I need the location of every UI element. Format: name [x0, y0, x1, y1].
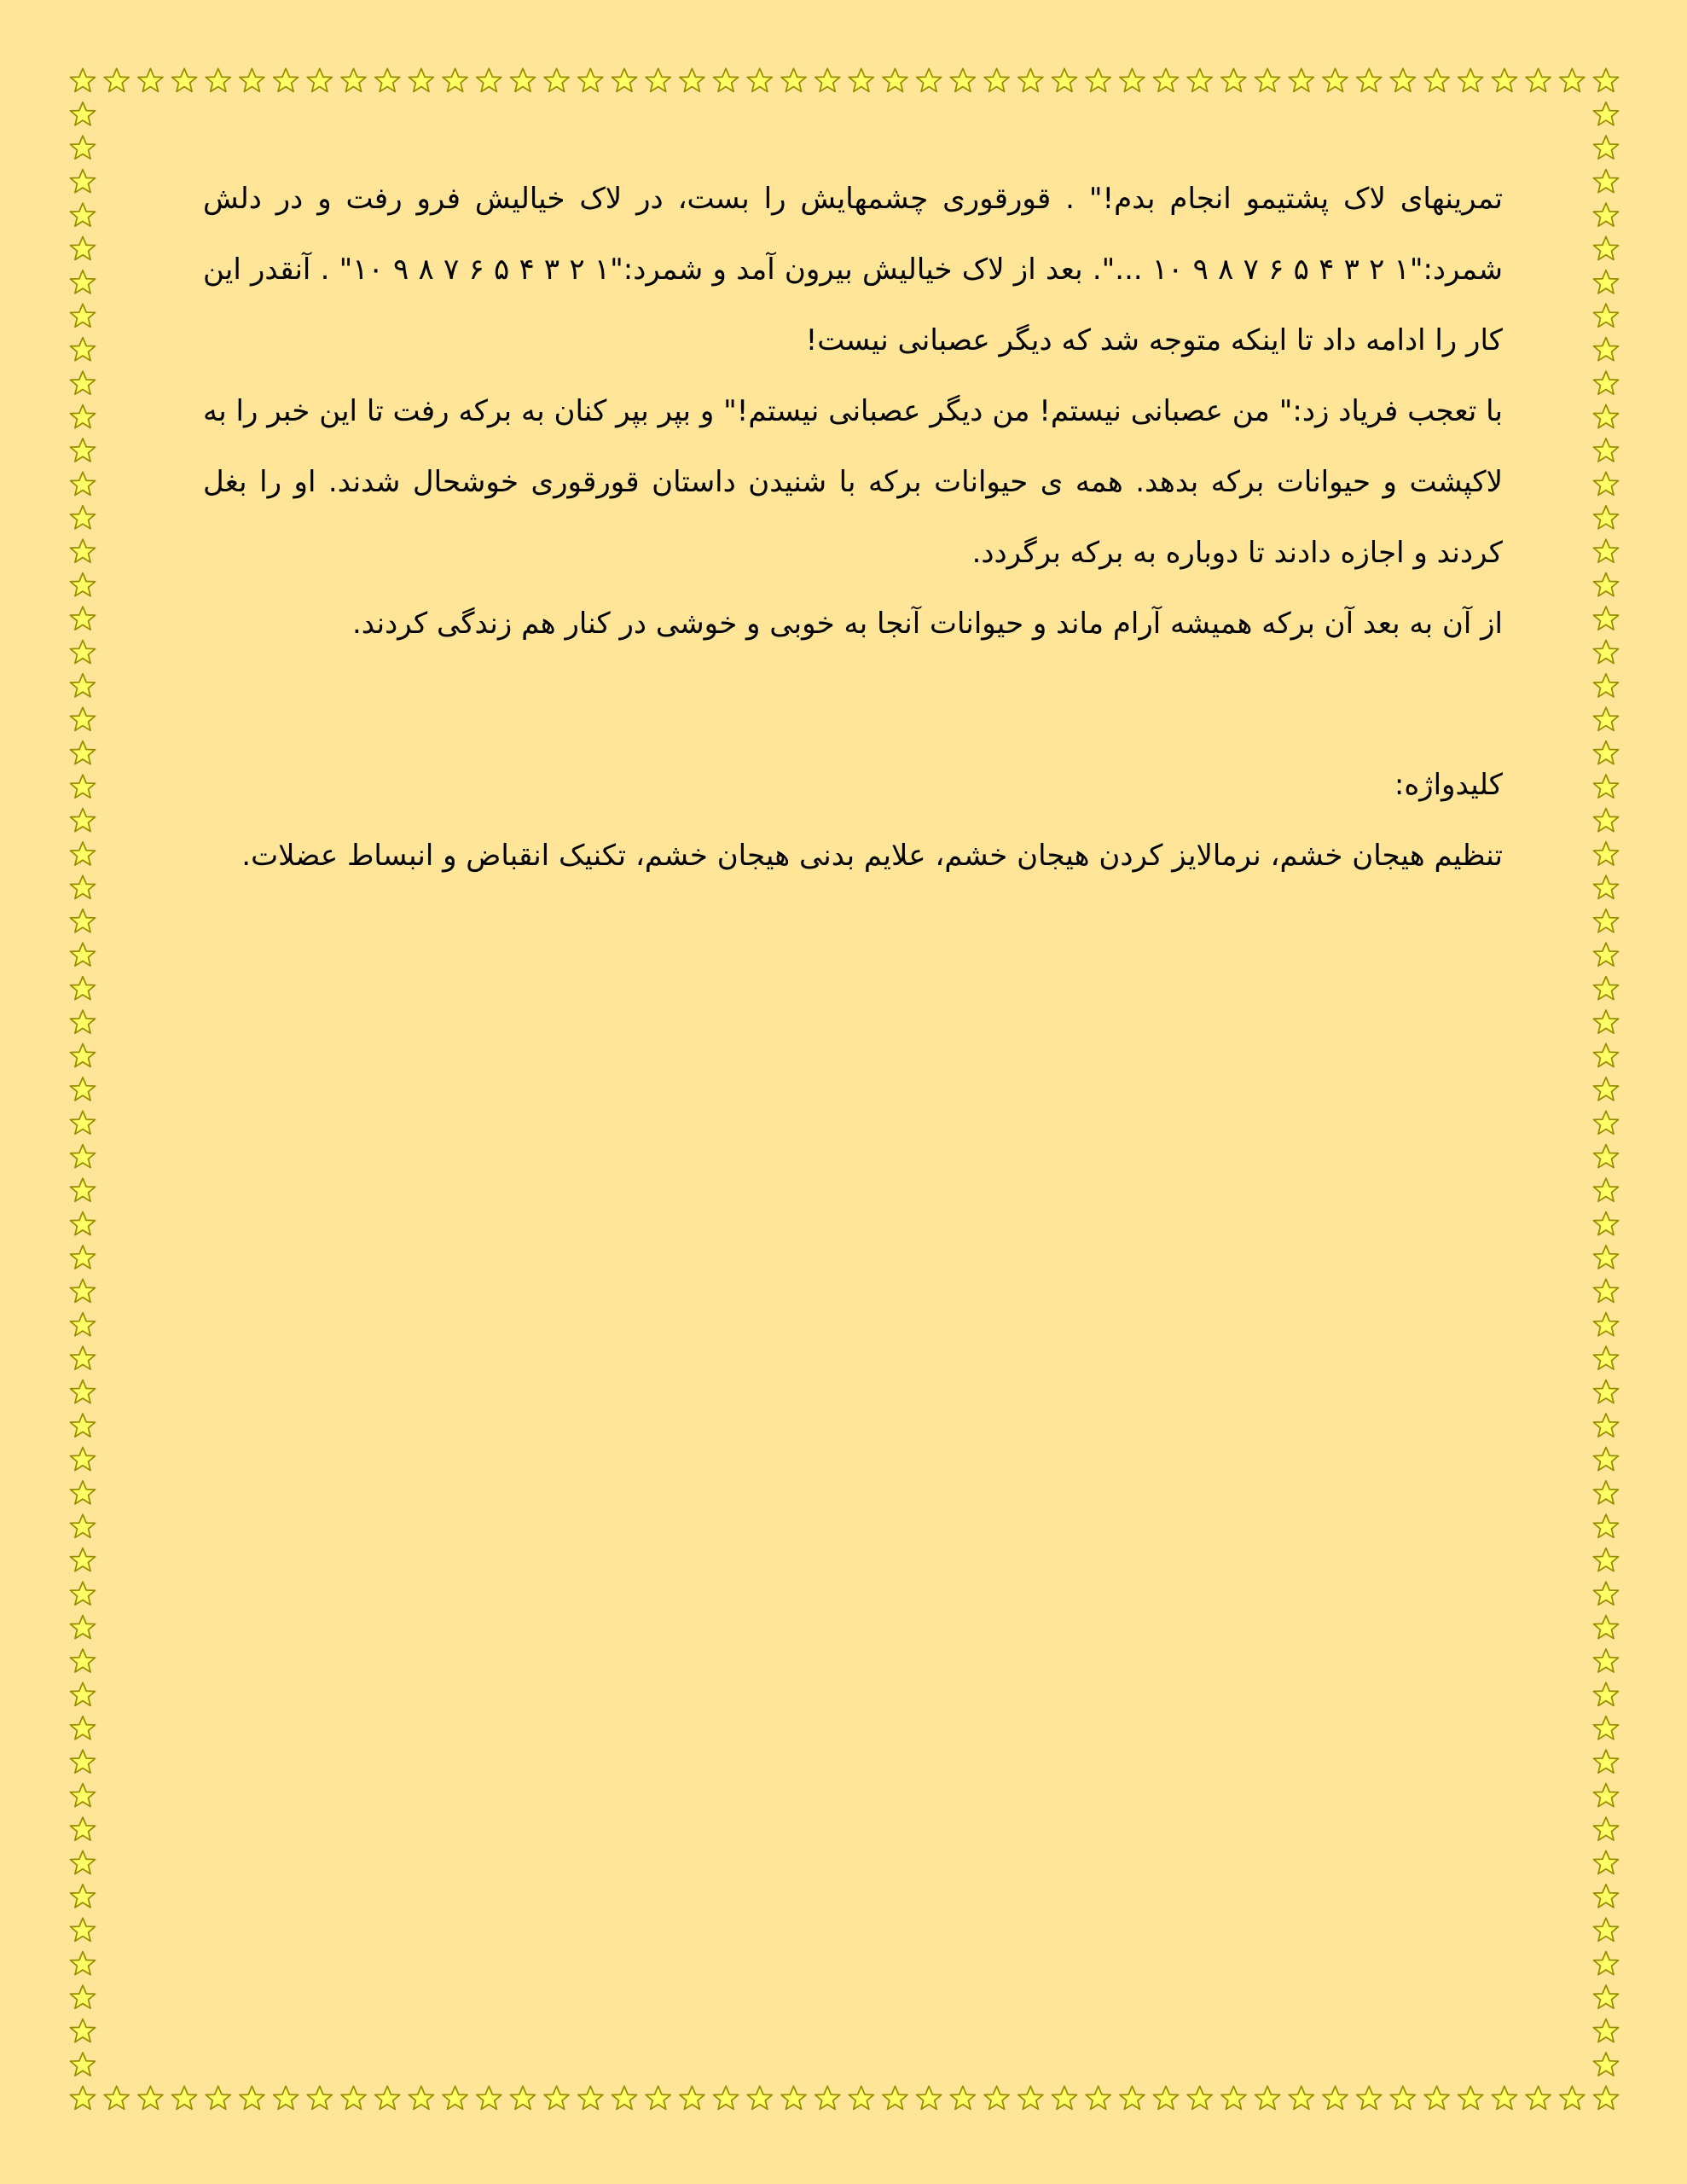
border-star-icon: [409, 2086, 433, 2109]
border-star-icon: [1593, 640, 1618, 663]
border-star-icon: [1593, 1716, 1618, 1740]
border-star-icon: [70, 1212, 95, 1235]
border-star-icon: [70, 1447, 95, 1470]
border-star-icon: [1593, 1077, 1618, 1101]
border-star-icon: [1593, 68, 1618, 91]
border-star-icon: [849, 68, 873, 91]
border-star-icon: [1120, 2086, 1145, 2109]
story-paragraph-2: با تعجب فریاد زد:" من عصبانی نیستم! من دیگر عصبانی نیستم!" و بپر بپر کنان به برکه رفت تا این خبر را به لاکپشت و حیوانات برکه بدهد. همه ی حیوانات برکه با شنیدن داستان قورقوری خوشحال شدند. او را بغل کردند و اجازه دادند تا دوباره به برکه برگردد.: [203, 394, 1503, 570]
border-star-icon: [70, 741, 95, 764]
border-star-icon: [70, 1313, 95, 1336]
border-star-icon: [781, 68, 806, 91]
border-star-icon: [409, 68, 433, 91]
border-star-icon: [1526, 2086, 1551, 2109]
border-star-icon: [341, 68, 366, 91]
border-star-icon: [680, 2086, 704, 2109]
border-star-icon: [1187, 68, 1212, 91]
border-star-icon: [70, 1010, 95, 1033]
border-star-icon: [70, 1548, 95, 1571]
border-star-icon: [70, 1346, 95, 1369]
border-star-icon: [1018, 2086, 1043, 2109]
border-star-icon: [1593, 1043, 1618, 1066]
border-star-icon: [70, 607, 95, 630]
border-star-icon: [1593, 977, 1618, 1000]
document-body: [203, 164, 1503, 892]
border-star-icon: [883, 68, 907, 91]
border-star-icon: [70, 1279, 95, 1302]
border-star-icon: [1052, 68, 1076, 91]
border-star-icon: [1593, 1850, 1618, 1873]
border-star-icon: [1289, 68, 1313, 91]
border-star-icon: [612, 68, 636, 91]
border-star-icon: [70, 371, 95, 394]
border-star-icon: [1593, 943, 1618, 966]
border-star-icon: [1593, 1380, 1618, 1403]
border-star-icon: [375, 68, 400, 91]
border-star-icon: [70, 1481, 95, 1504]
border-star-icon: [70, 909, 95, 932]
border-star-icon: [1593, 170, 1618, 193]
border-star-icon: [274, 2086, 299, 2109]
border-star-icon: [1357, 2086, 1382, 2109]
border-star-icon: [70, 1043, 95, 1066]
border-star-icon: [70, 136, 95, 159]
border-star-icon: [172, 2086, 197, 2109]
border-star-icon: [1593, 1246, 1618, 1269]
border-star-icon: [510, 68, 535, 91]
border-star-icon: [70, 875, 95, 898]
border-star-icon: [1593, 102, 1618, 125]
border-star-icon: [70, 203, 95, 226]
border-star-icon: [1593, 1145, 1618, 1168]
border-star-icon: [1593, 1447, 1618, 1470]
border-star-icon: [1593, 1414, 1618, 1437]
border-star-icon: [1593, 1010, 1618, 1033]
border-star-icon: [1593, 1952, 1618, 1975]
border-star-icon: [172, 68, 197, 91]
border-star-icon: [1323, 2086, 1348, 2109]
border-star-icon: [1593, 270, 1618, 293]
border-star-icon: [1593, 1817, 1618, 1840]
border-star-icon: [1458, 68, 1483, 91]
border-star-icon: [1593, 1616, 1618, 1639]
border-star-icon: [138, 2086, 163, 2109]
border-star-icon: [1593, 607, 1618, 630]
border-star-icon: [1052, 2086, 1076, 2109]
border-star-icon: [70, 2053, 95, 2076]
border-star-icon: [70, 573, 95, 596]
border-star-icon: [1357, 68, 1382, 91]
border-star-icon: [1458, 2086, 1483, 2109]
border-star-icon: [1593, 1750, 1618, 1773]
border-star-icon: [578, 68, 603, 91]
border-star-icon: [70, 1145, 95, 1168]
border-star-icon: [70, 68, 95, 91]
border-star-icon: [781, 2086, 806, 2109]
border-star-icon: [714, 2086, 739, 2109]
border-star-icon: [70, 640, 95, 663]
border-star-icon: [477, 2086, 501, 2109]
border-star-icon: [815, 2086, 840, 2109]
border-star-icon: [70, 405, 95, 428]
border-star-icon: [70, 1582, 95, 1605]
border-star-icon: [70, 1716, 95, 1740]
border-star-icon: [70, 439, 95, 462]
border-star-icon: [1593, 1582, 1618, 1605]
border-star-icon: [1560, 2086, 1585, 2109]
border-star-icon: [1593, 1111, 1618, 1134]
border-star-icon: [70, 1514, 95, 1537]
border-star-icon: [1390, 68, 1415, 91]
border-star-icon: [138, 68, 163, 91]
border-star-icon: [1424, 2086, 1449, 2109]
border-star-icon: [1593, 2086, 1618, 2109]
border-star-icon: [1289, 2086, 1313, 2109]
border-star-icon: [1593, 506, 1618, 529]
border-star-icon: [1560, 68, 1585, 91]
border-star-icon: [70, 304, 95, 327]
border-star-icon: [70, 1616, 95, 1639]
border-star-icon: [70, 1682, 95, 1705]
border-star-icon: [1593, 338, 1618, 361]
border-star-icon: [1221, 2086, 1246, 2109]
border-star-icon: [1593, 1279, 1618, 1302]
border-star-icon: [70, 1246, 95, 1269]
border-star-icon: [1018, 68, 1043, 91]
border-star-icon: [1593, 707, 1618, 730]
border-star-icon: [70, 539, 95, 562]
border-star-icon: [510, 2086, 535, 2109]
border-star-icon: [1153, 2086, 1178, 2109]
border-star-icon: [70, 506, 95, 529]
border-star-icon: [747, 68, 772, 91]
border-star-icon: [578, 2086, 603, 2109]
border-star-icon: [70, 1952, 95, 1975]
border-star-icon: [70, 472, 95, 495]
border-star-icon: [1593, 1346, 1618, 1369]
border-star-icon: [70, 270, 95, 293]
keywords-text: تنظیم هیجان خشم، نرمالایز کردن هیجان خشم، علایم بدنی هیجان خشم، تکنیک انقباض و انبساط عضلات.: [241, 839, 1503, 873]
border-star-icon: [1593, 809, 1618, 832]
border-star-icon: [950, 2086, 975, 2109]
border-star-icon: [1593, 1682, 1618, 1705]
border-star-icon: [849, 2086, 873, 2109]
border-star-icon: [1492, 2086, 1516, 2109]
border-star-icon: [1086, 68, 1110, 91]
border-star-icon: [1593, 775, 1618, 798]
paragraph-gap: [203, 659, 1503, 750]
border-star-icon: [984, 68, 1009, 91]
border-star-icon: [104, 2086, 129, 2109]
border-star-icon: [1593, 439, 1618, 462]
border-star-icon: [206, 2086, 230, 2109]
border-star-icon: [70, 809, 95, 832]
border-star-icon: [917, 68, 942, 91]
border-star-icon: [1593, 1178, 1618, 1201]
border-star-icon: [1593, 405, 1618, 428]
border-star-icon: [917, 2086, 942, 2109]
border-star-icon: [70, 1077, 95, 1101]
border-star-icon: [1593, 1548, 1618, 1571]
border-star-icon: [70, 707, 95, 730]
border-star-icon: [680, 68, 704, 91]
border-star-icon: [70, 1850, 95, 1873]
border-star-icon: [70, 1885, 95, 1908]
border-star-icon: [307, 2086, 332, 2109]
border-star-icon: [443, 68, 467, 91]
border-star-icon: [240, 68, 264, 91]
border-star-icon: [612, 2086, 636, 2109]
border-star-icon: [1593, 236, 1618, 259]
border-star-icon: [1255, 2086, 1280, 2109]
border-star-icon: [1593, 1313, 1618, 1336]
border-star-icon: [646, 68, 670, 91]
border-star-icon: [70, 1111, 95, 1134]
border-star-icon: [1593, 573, 1618, 596]
border-star-icon: [1593, 2053, 1618, 2076]
border-star-icon: [1593, 875, 1618, 898]
border-star-icon: [1593, 1649, 1618, 1672]
story-paragraph-1: تمرینهای لاک پشتیمو انجام بدم!" . قورقوری چشمهایش را بست، در لاک خیالیش فرو رفت و در دلش شمرد:"۱ ۲ ۳ ۴ ۵ ۶ ۷ ۸ ۹ ۱۰ ...". بعد از لاک خیالیش بیرون آمد و شمرد:"۱ ۲ ۳ ۴ ۵ ۶ ۷ ۸ ۹ ۱۰" . آنقدر این کار را ادامه داد تا اینکه متوجه شد که دیگر عصبانی نیست!: [203, 182, 1503, 357]
border-star-icon: [747, 2086, 772, 2109]
border-star-icon: [70, 1985, 95, 2008]
border-star-icon: [1593, 674, 1618, 697]
keywords-heading: کلیدواژه:: [1394, 768, 1503, 802]
border-star-icon: [70, 1918, 95, 1941]
border-star-icon: [1593, 1481, 1618, 1504]
border-star-icon: [1593, 1514, 1618, 1537]
border-star-icon: [341, 2086, 366, 2109]
border-star-icon: [1593, 1985, 1618, 2008]
border-star-icon: [950, 68, 975, 91]
border-star-icon: [70, 2086, 95, 2109]
border-star-icon: [1593, 1918, 1618, 1941]
border-star-icon: [70, 1178, 95, 1201]
border-star-icon: [307, 68, 332, 91]
border-star-icon: [1187, 2086, 1212, 2109]
border-star-icon: [1120, 68, 1145, 91]
border-star-icon: [883, 2086, 907, 2109]
border-star-icon: [104, 68, 129, 91]
border-star-icon: [1492, 68, 1516, 91]
border-star-icon: [1593, 741, 1618, 764]
border-star-icon: [1593, 136, 1618, 159]
border-star-icon: [70, 2019, 95, 2042]
border-star-icon: [70, 1649, 95, 1672]
border-star-icon: [544, 2086, 569, 2109]
border-star-icon: [1593, 539, 1618, 562]
border-star-icon: [70, 102, 95, 125]
border-star-icon: [1593, 1885, 1618, 1908]
border-star-icon: [70, 977, 95, 1000]
border-star-icon: [70, 338, 95, 361]
story-paragraph-3: از آن به بعد آن برکه همیشه آرام ماند و حیوانات آنجا به خوبی و خوشی در کنار هم زندگی کردند.: [352, 607, 1503, 641]
border-star-icon: [70, 1750, 95, 1773]
border-star-icon: [815, 68, 840, 91]
border-star-icon: [1153, 68, 1178, 91]
border-star-icon: [1593, 2019, 1618, 2042]
border-star-icon: [70, 236, 95, 259]
border-star-icon: [240, 2086, 264, 2109]
border-star-icon: [70, 1414, 95, 1437]
border-star-icon: [443, 2086, 467, 2109]
border-star-icon: [544, 68, 569, 91]
border-star-icon: [714, 68, 739, 91]
border-star-icon: [70, 1380, 95, 1403]
border-star-icon: [1424, 68, 1449, 91]
border-star-icon: [375, 2086, 400, 2109]
border-star-icon: [1593, 1784, 1618, 1807]
border-star-icon: [984, 2086, 1009, 2109]
border-star-icon: [70, 674, 95, 697]
border-star-icon: [1323, 68, 1348, 91]
border-star-icon: [1390, 2086, 1415, 2109]
border-star-icon: [1593, 203, 1618, 226]
border-star-icon: [1593, 1212, 1618, 1235]
border-star-icon: [1221, 68, 1246, 91]
border-star-icon: [274, 68, 299, 91]
border-star-icon: [646, 2086, 670, 2109]
border-star-icon: [70, 1817, 95, 1840]
border-star-icon: [1593, 371, 1618, 394]
border-star-icon: [1526, 68, 1551, 91]
border-star-icon: [70, 943, 95, 966]
border-star-icon: [70, 775, 95, 798]
border-star-icon: [1593, 909, 1618, 932]
border-star-icon: [1593, 842, 1618, 865]
border-star-icon: [1593, 472, 1618, 495]
border-star-icon: [1086, 2086, 1110, 2109]
border-star-icon: [1593, 304, 1618, 327]
border-star-icon: [70, 1784, 95, 1807]
border-star-icon: [1255, 68, 1280, 91]
border-star-icon: [206, 68, 230, 91]
border-star-icon: [477, 68, 501, 91]
border-star-icon: [70, 842, 95, 865]
border-star-icon: [70, 170, 95, 193]
